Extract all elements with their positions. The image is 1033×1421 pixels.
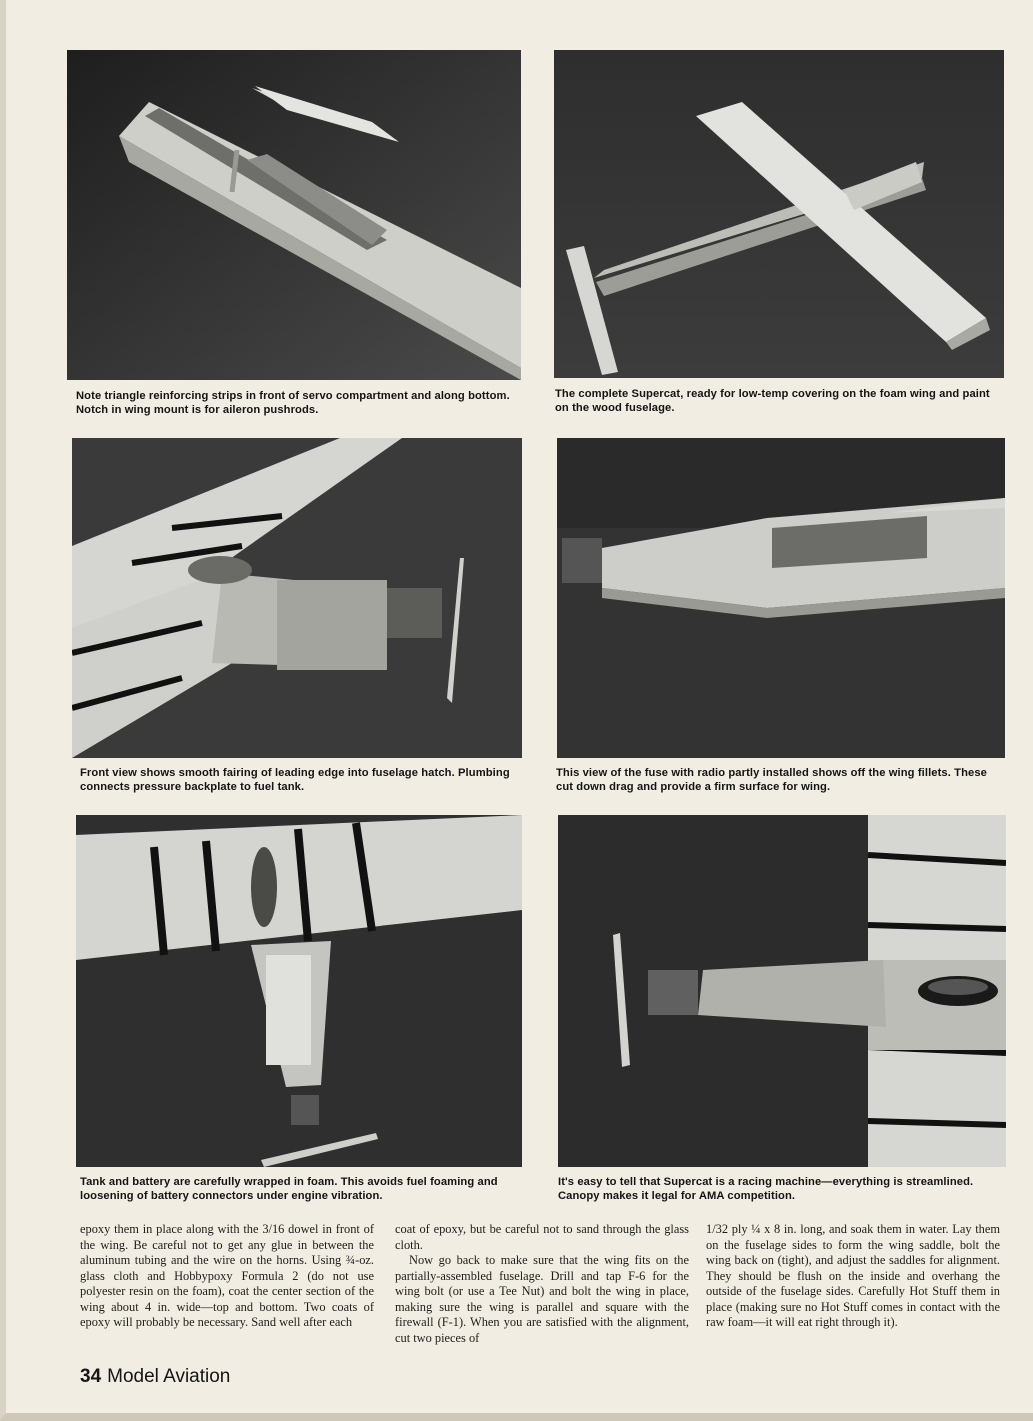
caption-photo-1: Note triangle reinforcing strips in front of servo compartment and along bottom. Notch in wing mount is for aileron pushrods. <box>76 390 510 416</box>
caption-photo-6: It's easy to tell that Supercat is a racing machine—everything is streamlined. Canopy makes it legal for AMA competition. <box>558 1176 974 1202</box>
caption-photo-2: The complete Supercat, ready for low-temp covering on the foam wing and paint on the wood fuselage. <box>555 388 990 414</box>
column-2-paragraph-2: Now go back to make sure that the wing fits on the partially-assembled fuselage. Drill and tap F-6 for the wing bolt (or use a Tee Nut) and bolt the wing in place, making sure the wing is parallel and square with the firewall (F-1). When you are satisfied with the alignment, cut two pieces of <box>395 1253 689 1345</box>
photo-front-view-fairing <box>72 438 522 758</box>
caption-photo-3: Front view shows smooth fairing of leading edge into fuselage hatch. Plumbing connects pressure backplate to fuel tank. <box>80 767 510 793</box>
column-2-paragraph-1: coat of epoxy, but be careful not to sand through the glass cloth. <box>395 1222 689 1252</box>
photo-complete-supercat <box>554 50 1004 378</box>
photo-tank-battery-foam <box>76 815 522 1167</box>
column-3-paragraph-1: 1/32 ply ¼ x 8 in. long, and soak them in water. Lay them on the fuselage sides to form the wing saddle, bolt the wing back on (tight), and adjust the saddles for alignment. They should be flush on the inside and overhang the outside of the fuselage sides. Carefully Hot Stuff them in place (making sure no Hot Stuff comes in contact with the raw foam—it will eat right through it). <box>706 1222 1000 1329</box>
photo-fuselage-servo-compartment <box>67 50 521 380</box>
page-folio <box>80 1366 230 1388</box>
page-number: 34 <box>80 1366 102 1387</box>
magazine-name: Model Aviation <box>107 1366 231 1387</box>
caption-photo-4: This view of the fuse with radio partly installed shows off the wing fillets. These cut down drag and provide a firm surface for wing. <box>556 767 987 793</box>
photo-fuse-radio-installed <box>557 438 1005 758</box>
column-1-paragraph-1: epoxy them in place along with the 3/16 dowel in front of the wing. Be careful not to get any glue in between the aluminum tubing and the wire on the horns. Using ¾-oz. glass cloth and Hobbypoxy Formula 2 (do not use polyester resin on the foam), coat the center section of the wing about 4 in. wide—top and bottom. Two coats of epoxy will probably be necessary. Sand well after each <box>80 1222 374 1329</box>
photo-streamlined-canopy <box>558 815 1006 1167</box>
text-column-3 <box>706 1222 1000 1331</box>
text-column-1 <box>80 1222 374 1331</box>
text-column-2 <box>395 1222 689 1346</box>
caption-photo-5: Tank and battery are carefully wrapped in foam. This avoids fuel foaming and loosening of battery connectors under engine vibration. <box>80 1176 498 1202</box>
